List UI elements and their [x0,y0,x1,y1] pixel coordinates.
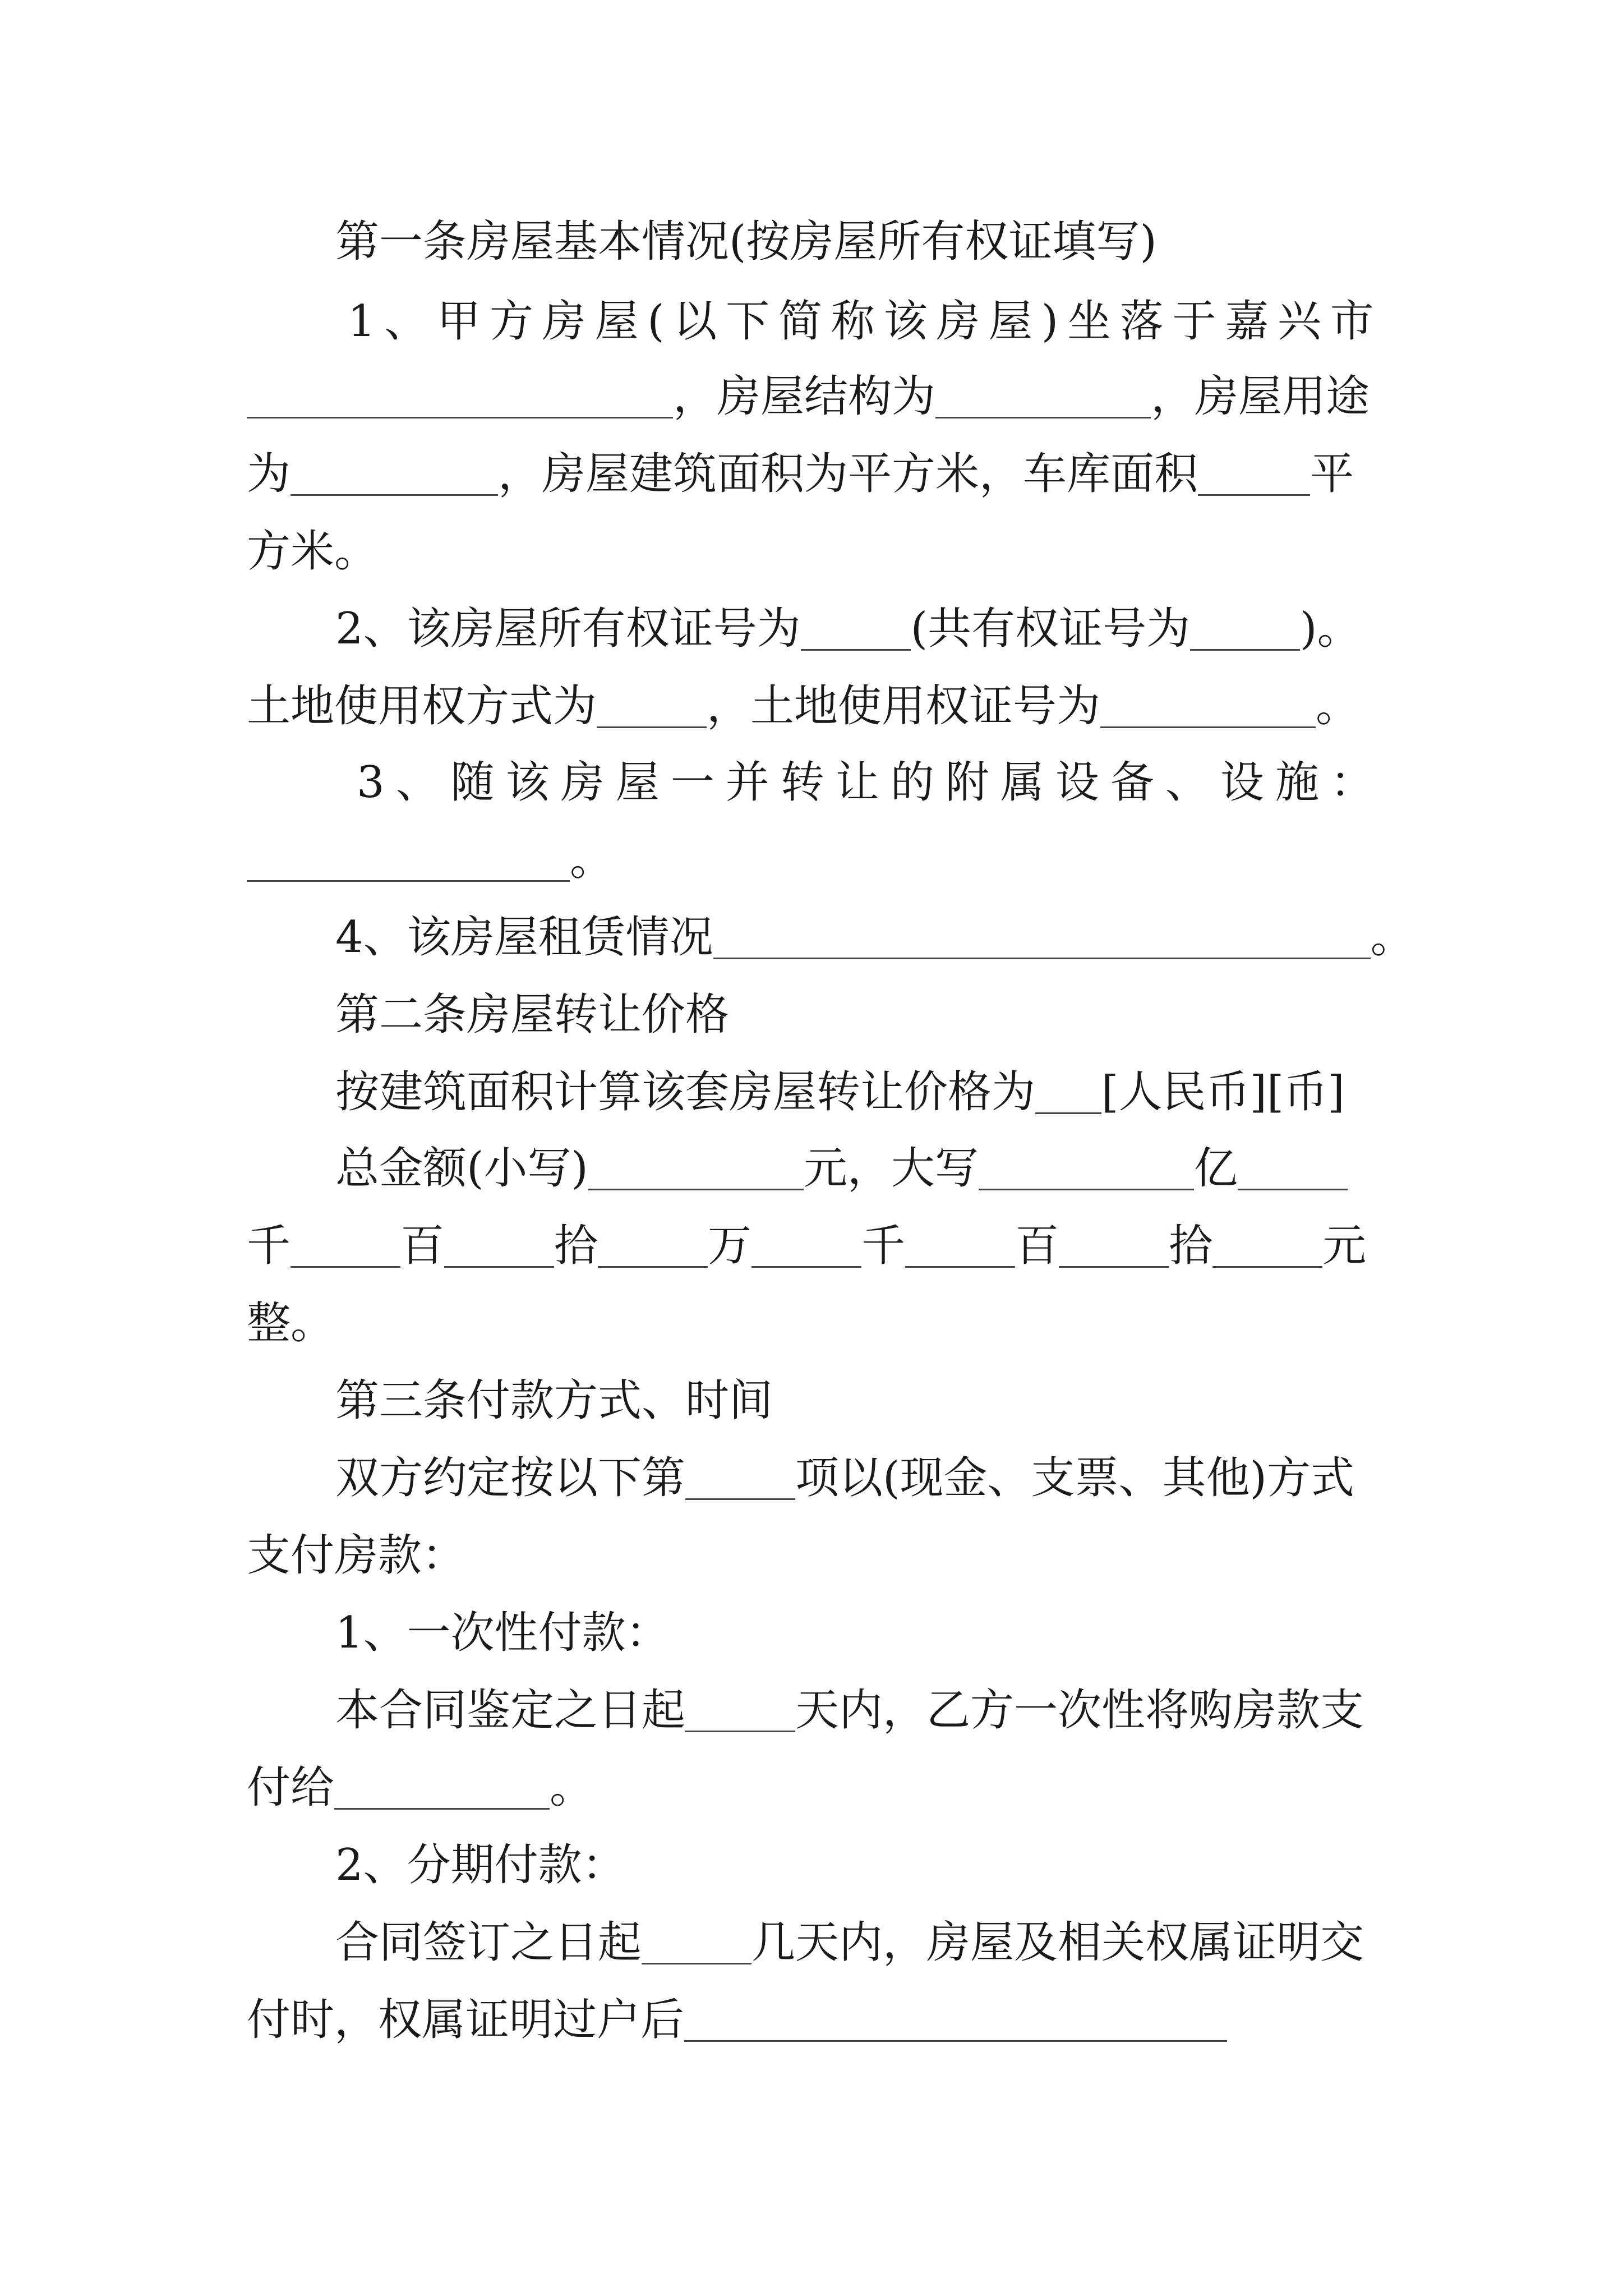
amount-unit: 百 [1015,1221,1059,1271]
char: 屋 [989,296,1033,347]
char: 1 [348,296,376,347]
article-1-title: 第一条房屋基本情况(按房屋所有权证填写) [335,217,1157,267]
char: 称 [831,296,875,347]
char: 简 [778,296,822,347]
char: 、 [384,296,428,347]
char: 让 [835,757,879,808]
article-1-item-3-line [357,757,1374,808]
amount-unit: 拾 [1169,1221,1213,1271]
char: ： [1330,757,1374,808]
certificate-line: 2、该房屋所有权证号为 (共有权证号为 )。 [335,604,1361,654]
house-structure-line: ，房屋结构为 ，房屋用途 [247,375,1370,418]
amount-unit: 千 [861,1221,906,1271]
amount-digit-blank[interactable] [1212,1226,1322,1268]
char: 施 [1275,757,1319,808]
house-area-line: 为 ，房屋建筑面积为平方米，车库面积 平 [247,449,1354,499]
amount-digit-blank[interactable] [291,1226,400,1268]
equipment-blank[interactable] [247,840,570,882]
char: 下 [726,296,770,347]
lump-sum-days-blank[interactable] [685,1690,795,1732]
transfer-line: 付时，权属证明过户后 [247,1998,1227,2042]
article-2-title: 第二条房屋转让价格 [335,990,730,1040]
total-amount-line: 总金额(小写) 元，大写 亿 [335,1147,1348,1190]
usage-blank[interactable] [291,454,498,496]
char: 该 [505,757,550,808]
char: 转 [780,757,824,808]
char: 该 [883,296,928,347]
char: ( [647,296,665,347]
char: ) [1041,296,1059,347]
lump-sum-title: 1、一次性付款： [335,1608,670,1658]
payee-blank[interactable] [334,1768,550,1810]
char: 嘉 [1225,296,1269,347]
payment-method-line: 双方约定按以下第 项以(现金、支票、其他)方式 [335,1453,1354,1503]
char: 房 [542,296,586,347]
amount-uppercase-blank[interactable] [979,1148,1194,1190]
amount-digit-blank[interactable] [1059,1226,1169,1268]
installment-days-blank[interactable] [642,1922,751,1964]
char: 备 [1110,757,1154,808]
char: 于 [1172,296,1216,347]
amount-digit-blank[interactable] [598,1226,708,1268]
char: 落 [1119,296,1164,347]
char: 、 [1165,757,1209,808]
price-line: 按建筑面积计算该套房屋转让价格为 [人民币][币] [335,1067,1345,1117]
transfer-blank[interactable] [684,2000,1227,2042]
char: 坐 [1067,296,1111,347]
char: 随 [450,757,495,808]
shared-certificate-blank[interactable] [1190,609,1300,651]
amount-unit: 百 [400,1221,445,1271]
amount-unit: 拾 [554,1221,598,1271]
amount-end-line: 整。 [247,1298,335,1349]
land-use-method-blank[interactable] [597,686,707,728]
char: 设 [1055,757,1099,808]
lease-line: 4、该房屋租赁情况 。 [335,912,1414,963]
payment-method-cont: 支付房款： [247,1530,466,1581]
address-blank[interactable] [247,376,673,418]
price-blank[interactable] [1035,1072,1101,1114]
amount-unit: 万 [708,1221,752,1271]
char: 、 [395,757,440,808]
amount-units-line [247,1221,1367,1271]
land-use-line: 土地使用权方式为 ，土地使用权证号为 。 [247,681,1360,731]
char: 房 [560,757,605,808]
payment-option-blank[interactable] [685,1458,795,1500]
amount-unit: 千 [247,1221,291,1271]
structure-blank[interactable] [935,376,1151,418]
char: 甲 [437,296,481,347]
char: 一 [670,757,714,808]
char: 并 [725,757,769,808]
yi-blank[interactable] [1238,1148,1348,1190]
area-unit-line: 方米。 [247,526,379,577]
land-certificate-blank[interactable] [1100,686,1316,728]
article-3-title: 第三条付款方式、时间 [335,1375,773,1426]
amount-digit-blank[interactable] [444,1226,554,1268]
char: 屋 [615,757,660,808]
equipment-line: 。 [247,838,614,882]
char: 兴 [1278,296,1322,347]
char: 的 [890,757,934,808]
amount-lowercase-blank[interactable] [588,1148,804,1190]
char: 市 [1330,296,1374,347]
garage-area-blank[interactable] [1198,454,1310,496]
installment-title: 2、分期付款： [335,1840,626,1890]
amount-digit-blank[interactable] [905,1226,1015,1268]
amount-digit-blank[interactable] [751,1226,861,1268]
lump-sum-payee-line: 付给 。 [247,1763,594,1813]
amount-unit: 元 [1322,1221,1367,1271]
char: 属 [1000,757,1044,808]
char: 3 [357,757,385,808]
char: 设 [1220,757,1264,808]
char: 附 [945,757,989,808]
char: 屋 [594,296,639,347]
char: 房 [936,296,980,347]
char: 方 [489,296,533,347]
lease-blank[interactable] [713,917,1371,959]
lump-sum-line: 本合同鉴定之日起 天内，乙方一次性将购房款支 [335,1685,1364,1736]
installment-line: 合同签订之日起 几天内，房屋及相关权属证明交 [335,1917,1364,1968]
char: 以 [673,296,717,347]
article-1-item-1-line [348,296,1374,347]
certificate-number-blank[interactable] [801,609,911,651]
